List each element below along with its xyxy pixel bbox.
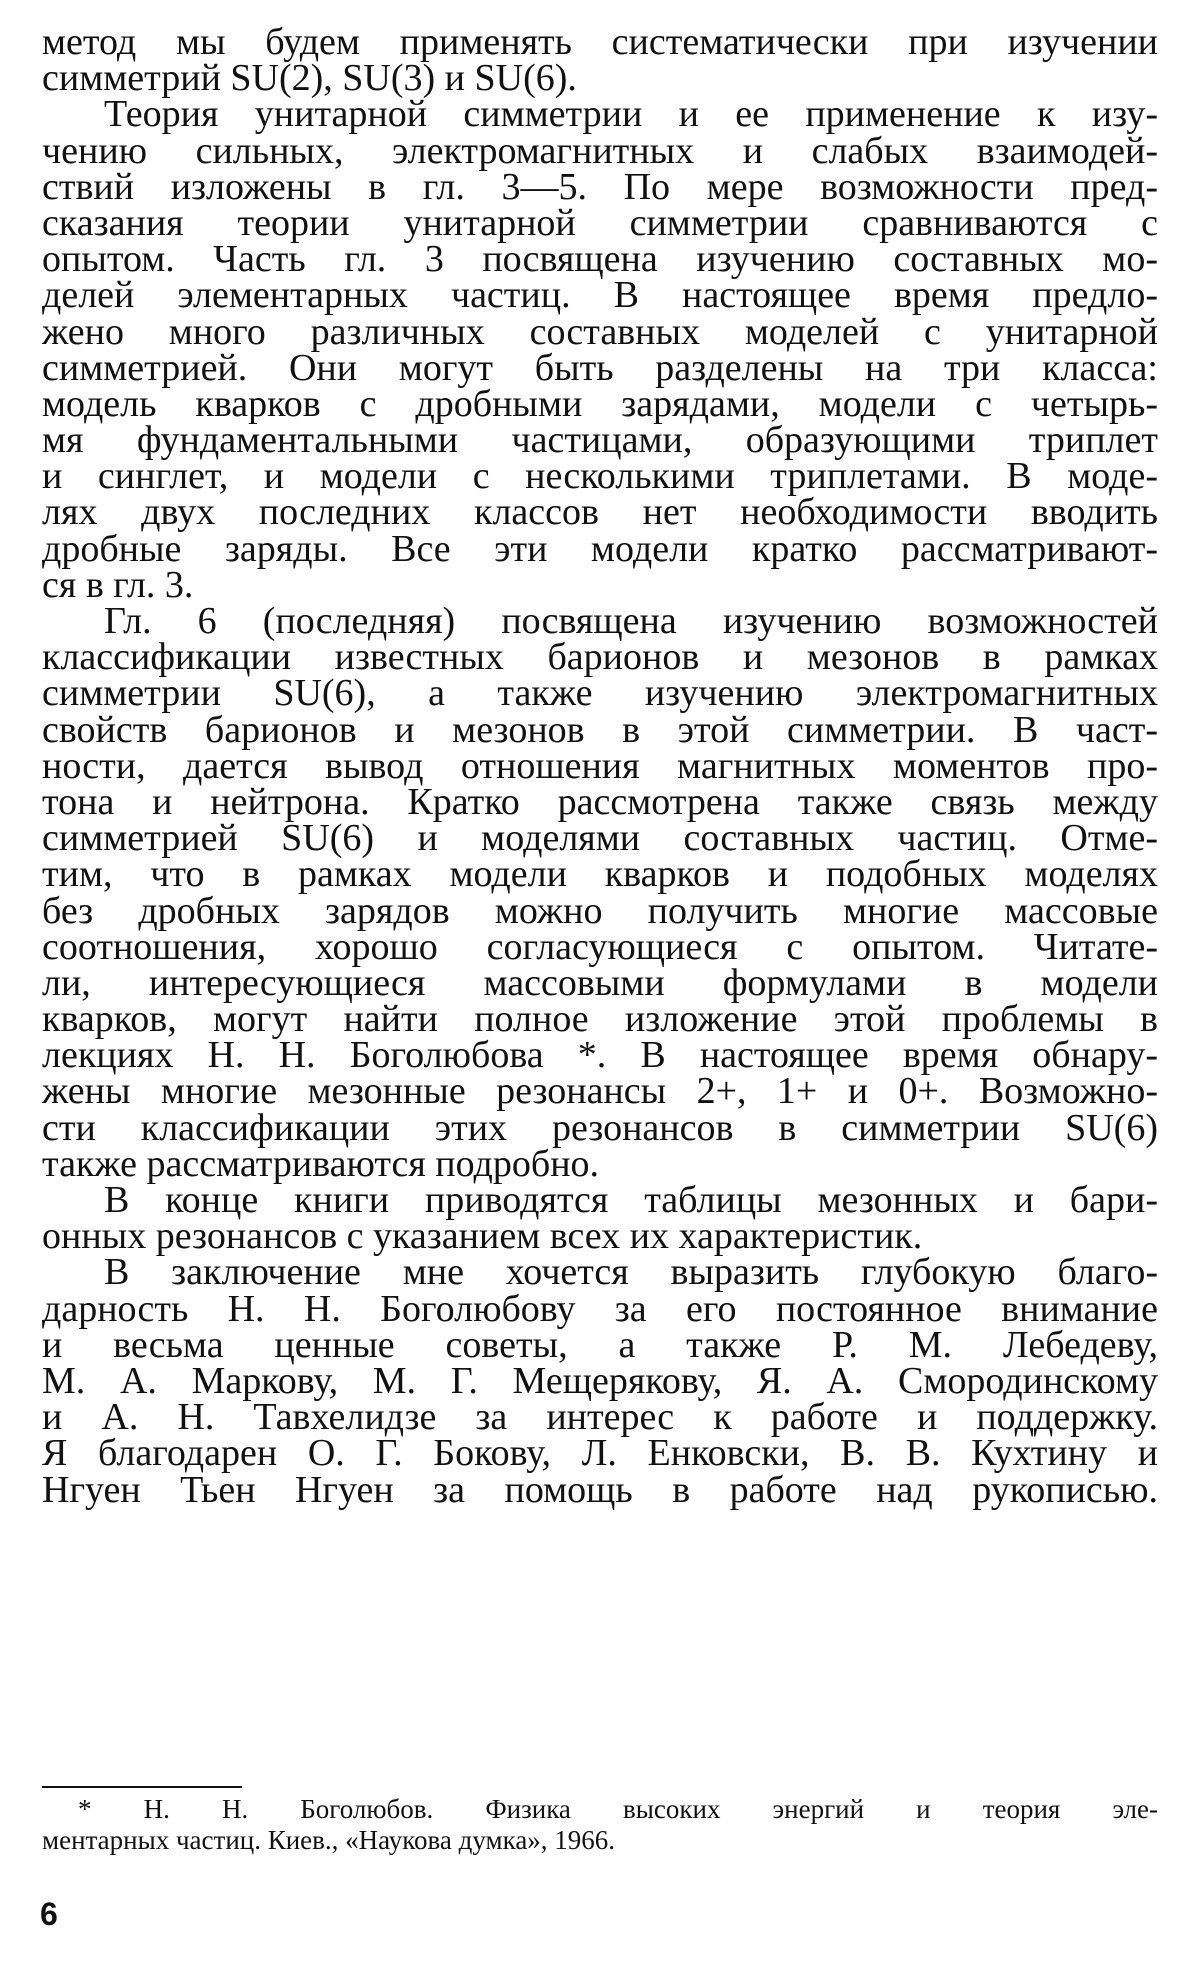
footnote-line: * Н. Н. Боголюбов. Физика высоких энергий и теория эле- <box>78 1794 1158 1824</box>
text-line: также рассматриваются подробно. <box>42 1142 600 1185</box>
text-line: М. А. Маркову, М. Г. Мещерякову, Я. А. Смородинскому <box>42 1359 1158 1402</box>
text-line: классификации известных барионов и мезонов в рамках <box>42 636 1158 679</box>
paragraph-4 <box>42 1179 1158 1258</box>
text-line: сказания теории унитарной симметрии сравниваются с <box>42 201 1158 244</box>
text-line: дробные заряды. Все эти модели кратко рассматривают- <box>42 527 1158 570</box>
text-line: и синглет, и модели с несколькими триплетами. В моде- <box>42 455 1158 498</box>
text-line: соотношения, хорошо согласующиеся с опытом. Читате- <box>42 925 1158 968</box>
text-line: Нгуен Тьен Нгуен за помощь в работе над рукописью. <box>42 1468 1158 1511</box>
text-line: и весьма ценные советы, а также Р. М. Лебедеву, <box>42 1323 1158 1366</box>
text-line: лекциях Н. Н. Боголюбова *. В настоящее время обнару- <box>42 1034 1158 1077</box>
footnote-divider <box>42 1786 242 1788</box>
text-line: ности, дается вывод отношения магнитных моментов про- <box>42 744 1158 787</box>
footnote <box>42 1794 1158 1856</box>
text-line: сти классификации этих резонансов в симметрии SU(6) <box>42 1106 1158 1149</box>
text-line: ли, интересующиеся массовыми формулами в модели <box>42 961 1158 1004</box>
page-number: 6 <box>40 1896 58 1932</box>
text-line: свойств барионов и мезонов в этой симметрии. В част- <box>42 708 1158 751</box>
text-line: симметрии SU(6), а также изучению электромагнитных <box>42 672 1158 715</box>
text-line: Теория унитарной симметрии и ее применение к изу- <box>104 93 1158 136</box>
text-line: лях двух последних классов нет необходимости вводить <box>42 491 1158 534</box>
text-line: метод мы будем применять систематически при изучении <box>42 21 1158 63</box>
paragraph-1 <box>42 21 1158 100</box>
text-line: опытом. Часть гл. 3 посвящена изучению составных мо- <box>42 238 1158 281</box>
page-body <box>42 21 1158 1511</box>
text-line: симметрией SU(6) и моделями составных частиц. Отме- <box>42 817 1158 860</box>
paragraph-5 <box>42 1251 1158 1511</box>
paragraph-2 <box>42 93 1158 606</box>
text-line: ся в гл. 3. <box>42 563 194 606</box>
text-line: В заключение мне хочется выразить глубокую благо- <box>104 1251 1158 1294</box>
text-line: кварков, могут найти полное изложение этой проблемы в <box>42 998 1158 1041</box>
text-line: чению сильных, электромагнитных и слабых взаимодей- <box>42 129 1158 172</box>
text-line: делей элементарных частиц. В настоящее время предло- <box>42 274 1158 317</box>
text-line: симметрий SU(2), SU(3) и SU(6). <box>42 57 577 100</box>
text-line: онных резонансов с указанием всех их характеристик. <box>42 1215 923 1258</box>
text-line: мя фундаментальными частицами, образующими триплет <box>42 419 1158 462</box>
paragraph-3 <box>42 600 1158 1185</box>
text-line: В конце книги приводятся таблицы мезонных и бари- <box>104 1179 1158 1221</box>
text-line: без дробных зарядов можно получить многие массовые <box>42 889 1158 932</box>
text-line: симметрией. Они могут быть разделены на три класса: <box>42 346 1158 389</box>
text-line: тим, что в рамках модели кварков и подобных моделях <box>42 853 1158 896</box>
text-line: модель кварков с дробными зарядами, модели с четырь- <box>42 382 1158 425</box>
text-line: дарность Н. Н. Боголюбову за его постоянное внимание <box>42 1287 1158 1330</box>
text-line: и А. Н. Тавхелидзе за интерес к работе и поддержку. <box>42 1396 1158 1439</box>
text-line: Я благодарен О. Г. Бокову, Л. Енковски, В. В. Кухтину и <box>42 1432 1158 1475</box>
text-line: Гл. 6 (последняя) посвящена изучению возможностей <box>104 600 1158 642</box>
text-line: жены многие мезонные резонансы 2+, 1+ и 0+. Возможно- <box>42 1070 1158 1113</box>
footnote-line: ментарных частиц. Киев., «Наукова думка», 1966. <box>42 1825 616 1855</box>
text-line: жено много различных составных моделей с унитарной <box>42 310 1158 353</box>
text-line: тона и нейтрона. Кратко рассмотрена также связь между <box>42 780 1158 823</box>
text-line: ствий изложены в гл. 3—5. По мере возможности пред- <box>42 165 1158 208</box>
